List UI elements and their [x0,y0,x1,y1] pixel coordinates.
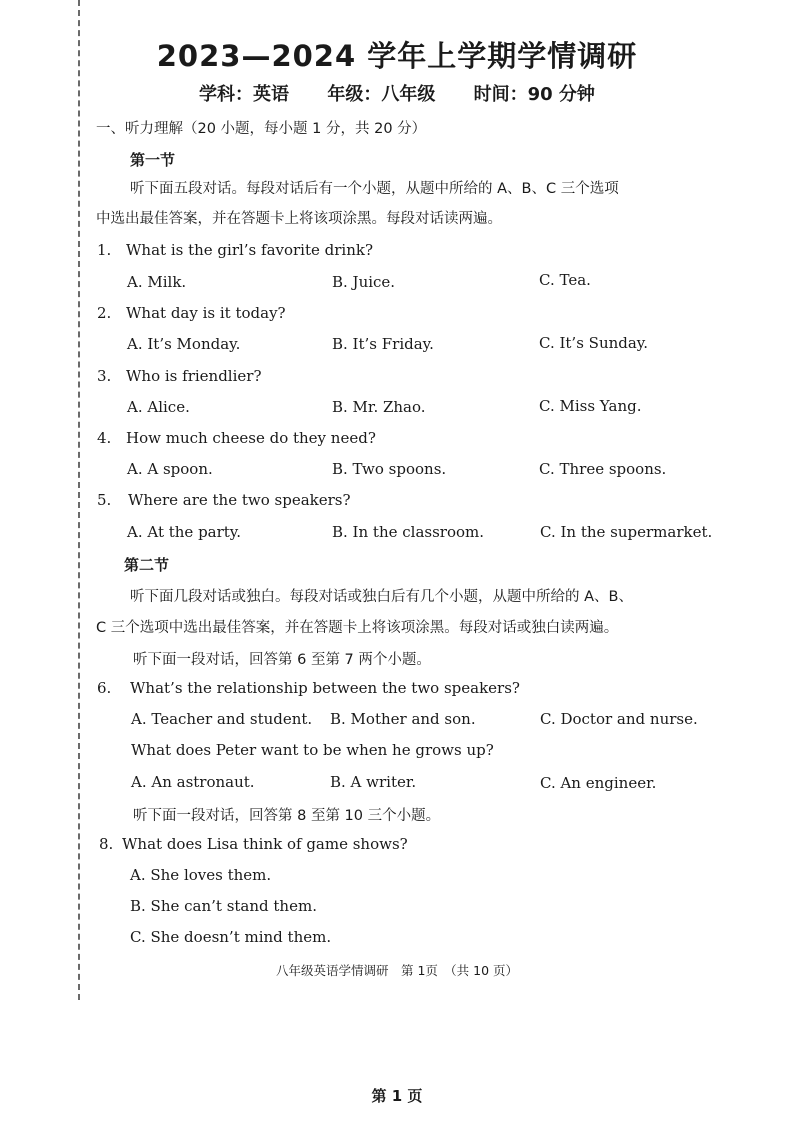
question-8-number: 8. [99,835,114,853]
question-1-option-a: A. Milk. [127,273,187,291]
question-3-option-c: C. Miss Yang. [539,397,642,415]
question-1-text: What is the girl’s favorite drink? [126,241,374,259]
listening-note-8-10: 听下面一段对话，回答第 8 至第 10 三个小题。 [133,808,441,824]
question-7-text: What does Peter want to be when he grows up? [131,741,494,759]
question-6-option-a: A. Teacher and student. [131,710,313,728]
binding-dashed-line [78,0,80,1000]
section1-instruction-line2: 中选出最佳答案，并在答题卡上将该项涂黑。每段对话读两遍。 [96,211,502,227]
question-7-option-b: B. A writer. [330,773,417,791]
question-4-text: How much cheese do they need? [126,429,376,447]
question-5-number: 5. [97,491,112,509]
question-3-number: 3. [97,367,112,385]
question-8-option-c: C. She doesn’t mind them. [130,928,332,946]
exam-info [0,80,794,106]
section2-label: 第二节 [124,556,170,574]
question-4-option-c: C. Three spoons. [539,460,667,478]
part1-heading: 一、听力理解（20 小题，每小题 1 分，共 20 分） [96,121,427,137]
question-6-option-b: B. Mother and son. [330,710,476,728]
time-label: 时间：90 分钟 [473,84,595,105]
page-number: 第 1 页 [371,1087,423,1105]
question-5-option-c: C. In the supermarket. [540,523,713,541]
question-5-text: Where are the two speakers? [128,491,351,509]
question-8-text: What does Lisa think of game shows? [122,835,408,853]
question-2-option-b: B. It’s Friday. [332,335,434,353]
question-6-number: 6. [97,679,112,697]
question-2-number: 2. [97,304,112,322]
question-4-option-a: A. A spoon. [127,460,213,478]
question-4-number: 4. [97,429,112,447]
question-7-option-a: A. An astronaut. [131,773,255,791]
section2-instruction-line2: C 三个选项中选出最佳答案，并在答题卡上将该项涂黑。每段对话或独白读两遍。 [96,620,619,636]
question-8-option-b: B. She can’t stand them. [130,897,317,915]
question-4-option-b: B. Two spoons. [332,460,447,478]
question-2-option-a: A. It’s Monday. [127,335,241,353]
section1-instruction-line1: 听下面五段对话。每段对话后有一个小题，从题中所给的 A、B、C 三个选项 [130,181,619,197]
question-5-option-b: B. In the classroom. [332,523,485,541]
question-1-number: 1. [97,241,112,259]
section2-instruction-line1: 听下面几段对话或独白。每段对话或独白后有几个小题，从题中所给的 A、B、 [130,589,633,605]
listening-note-6-7: 听下面一段对话，回答第 6 至第 7 两个小题。 [133,652,431,668]
page-footer: 八年级英语学情调研 第 1页 （共 10 页） [275,963,519,978]
question-3-text: Who is friendlier? [126,367,262,385]
grade-label: 年级：八年级 [327,84,436,105]
question-1-option-c: C. Tea. [539,271,591,289]
question-3-option-a: A. Alice. [127,398,190,416]
question-2-text: What day is it today? [126,304,286,322]
question-2-option-c: C. It’s Sunday. [539,334,649,352]
question-7-option-c: C. An engineer. [540,774,657,792]
question-1-option-b: B. Juice. [332,273,396,291]
subject-label: 学科：英语 [199,84,290,105]
question-3-option-b: B. Mr. Zhao. [332,398,426,416]
section1-label: 第一节 [130,151,176,169]
question-5-option-a: A. At the party. [127,523,242,541]
question-6-option-c: C. Doctor and nurse. [540,710,698,728]
question-6-text: What’s the relationship between the two speakers? [130,679,520,697]
exam-title: 2023—2024 学年上学期学情调研 [156,39,638,73]
question-8-option-a: A. She loves them. [130,866,272,884]
